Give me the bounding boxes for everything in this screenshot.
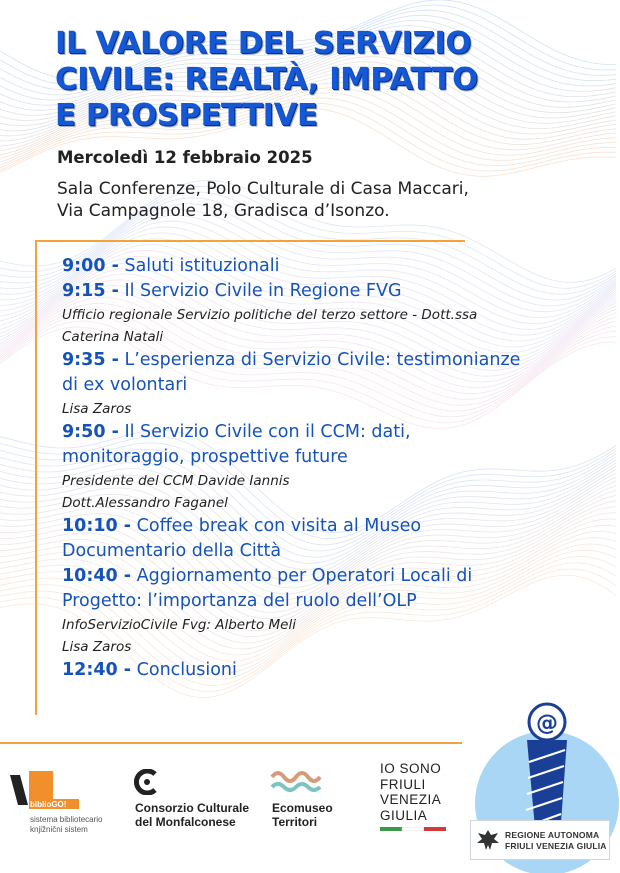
agenda-time: 9:15 - [62,281,119,301]
bibliogo-caption-1: sistema bibliotecario [30,815,103,824]
event-title [55,26,478,134]
agenda-topic: Saluti istituzionali [124,256,280,276]
agenda-topic: Coffee break con visita al Museo [136,516,422,536]
agenda-time: 12:40 - [62,660,132,680]
regione-eagle-icon [475,827,501,853]
consorzio-logo [133,769,263,839]
divider-top [35,240,465,242]
ecomuseo-line-2: Territori [272,815,318,829]
ecomuseo-logo [270,767,350,839]
agenda-topic: Aggiornamento per Operatori Locali di [136,566,473,586]
agenda-item [62,279,602,348]
event-venue [57,178,469,222]
agenda-topic-continued: monitoraggio, prospettive future [62,447,348,467]
bibliogo-logo [10,769,125,839]
regione-line-2: FRIULI VENEZIA GIULIA [505,841,607,851]
title-line-2: CIVILE: REALTÀ, IMPATTO [55,62,478,97]
agenda-topic-continued: di ex volontari [62,375,188,395]
agenda-topic-continued: Documentario della Città [62,541,282,561]
agenda [62,254,602,683]
agenda-time: 9:00 - [62,256,119,276]
agenda-item [62,348,602,420]
divider-bottom [0,742,462,744]
svg-text:@: @ [536,711,558,736]
ecomuseo-wave-icon [270,767,326,793]
consorzio-mark-icon [133,769,161,795]
io-sono-line-3: VENEZIA [380,792,442,807]
regione-fvg-logo [470,820,610,860]
agenda-time: 10:40 - [62,566,132,586]
agenda-time: 9:50 - [62,422,119,442]
bibliogo-caption-2: knjižnični sistem [30,825,88,834]
agenda-topic: Il Servizio Civile in Regione FVG [124,281,402,301]
io-sono-fvg-logo [380,761,460,841]
agenda-item [62,420,602,514]
agenda-topic: L’esperienza di Servizio Civile: testimonianze [124,350,521,370]
divider-left [35,240,37,715]
venue-line-2: Via Campagnole 18, Gradisca d’Isonzo. [57,201,390,221]
io-sono-line-4: GIULIA [380,807,428,823]
agenda-time: 10:10 - [62,516,132,536]
consorzio-line-1: Consorzio Culturale [135,801,250,815]
agenda-speaker: Ufficio regionale Servizio politiche del terzo settore - Dott.ssa [62,307,478,323]
agenda-item [62,564,602,658]
agenda-speaker: Lisa Zaros [62,401,132,417]
agenda-item [62,254,602,279]
agenda-speaker: Caterina Natali [62,329,164,345]
agenda-item [62,658,602,683]
agenda-speaker: Presidente del CCM Davide Iannis [62,473,290,489]
agenda-topic: Conclusioni [136,660,237,680]
event-date: Mercoledì 12 febbraio 2025 [57,148,313,167]
title-line-3: E PROSPETTIVE [55,98,318,133]
agenda-topic-continued: Progetto: l’importanza del ruolo dell’OLP [62,591,417,611]
agenda-time: 9:35 - [62,350,119,370]
sponsor-logos [0,711,620,873]
ecomuseo-line-1: Ecomuseo [272,801,333,815]
agenda-topic: Il Servizio Civile con il CCM: dati, [124,422,411,442]
io-sono-line-2: FRIULI [380,776,426,792]
io-sono-line-1: IO SONO [380,761,442,776]
agenda-speaker: InfoServizioCivile Fvg: Alberto Meli [62,617,296,633]
bibliogo-brand: biblioGO! [30,800,67,809]
venue-line-1: Sala Conferenze, Polo Culturale di Casa Maccari, [57,179,469,199]
regione-line-1: REGIONE AUTONOMA [505,830,600,840]
consorzio-line-2: del Monfalconese [135,815,236,829]
title-line-1: IL VALORE DEL SERVIZIO [55,26,471,61]
agenda-item [62,514,602,564]
agenda-speaker: Dott.Alessandro Faganel [62,495,228,511]
italian-flag-stripe-icon [380,827,446,831]
agenda-speaker: Lisa Zaros [62,639,132,655]
